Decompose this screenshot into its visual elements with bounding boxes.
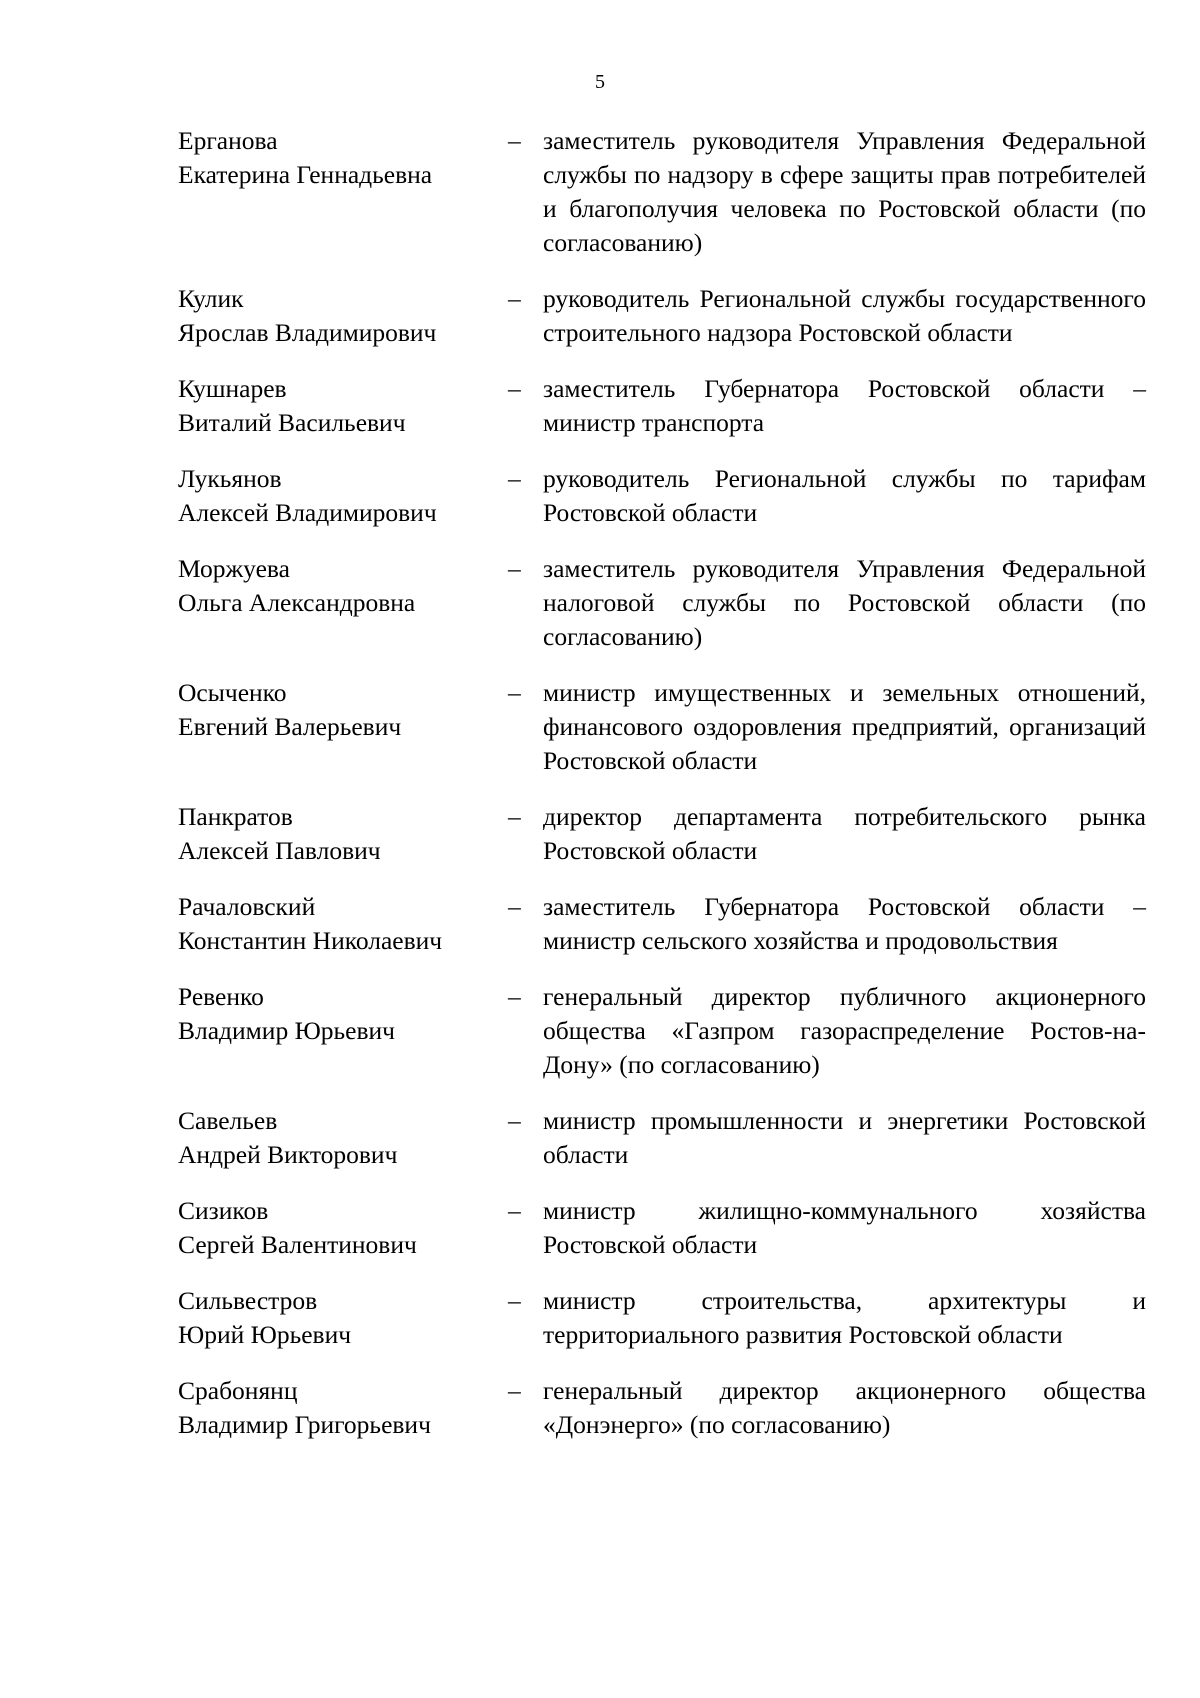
member-surname: Ревенко: [178, 982, 264, 1011]
separator-dash: –: [508, 802, 521, 831]
member-surname: Осыченко: [178, 678, 287, 707]
roster-entry: [178, 462, 1146, 530]
separator-dash: –: [508, 374, 521, 403]
member-given-names: Екатерина Геннадьевна: [178, 160, 433, 189]
member-given-names: Евгений Валерьевич: [178, 712, 402, 741]
separator-dash: –: [508, 892, 521, 921]
member-position: заместитель руководителя Управления Федеральной налоговой службы по Ростовской области (по согласованию): [543, 554, 1146, 651]
member-given-names: Андрей Викторович: [178, 1140, 398, 1169]
member-name: [178, 282, 508, 350]
roster-entry: [178, 890, 1146, 958]
member-name: [178, 552, 508, 620]
separator-dash: –: [508, 126, 521, 155]
member-surname: Рачаловский: [178, 892, 316, 921]
member-surname: Срабонянц: [178, 1376, 298, 1405]
member-given-names: Юрий Юрьевич: [178, 1320, 352, 1349]
member-name: [178, 462, 508, 530]
member-position: министр имущественных и земельных отношений, финансового оздоровления предприятий, организаций Ростовской области: [543, 678, 1146, 775]
member-name: [178, 372, 508, 440]
member-position: руководитель Региональной службы по тарифам Ростовской области: [543, 464, 1146, 527]
roster-entry: [178, 1194, 1146, 1262]
member-surname: Сильвестров: [178, 1286, 318, 1315]
separator-dash: –: [508, 554, 521, 583]
member-position: министр строительства, архитектуры и территориального развития Ростовской области: [543, 1286, 1146, 1349]
member-surname: Ерганова: [178, 126, 278, 155]
separator-dash: –: [508, 678, 521, 707]
member-given-names: Ольга Александровна: [178, 588, 416, 617]
roster-entry: [178, 282, 1146, 350]
roster-entry: [178, 1104, 1146, 1172]
roster-entry: [178, 124, 1146, 260]
roster-entry: [178, 552, 1146, 654]
member-position: генеральный директор публичного акционерного общества «Газпром газораспределение Ростов-на-Дону» (по согласованию): [543, 982, 1146, 1079]
member-given-names: Ярослав Владимирович: [178, 318, 437, 347]
member-position: генеральный директор акционерного общества «Донэнерго» (по согласованию): [543, 1376, 1146, 1439]
member-position: директор департамента потребительского рынка Ростовской области: [543, 802, 1146, 865]
member-position: заместитель Губернатора Ростовской области – министр сельского хозяйства и продовольствия: [543, 892, 1146, 955]
member-surname: Сизиков: [178, 1196, 269, 1225]
member-position: заместитель Губернатора Ростовской области – министр транспорта: [543, 374, 1146, 437]
member-surname: Панкратов: [178, 802, 293, 831]
member-surname: Кушнарев: [178, 374, 287, 403]
member-name: [178, 1374, 508, 1442]
member-position: министр жилищно-коммунального хозяйства Ростовской области: [543, 1196, 1146, 1259]
page-number: 5: [595, 71, 605, 93]
separator-dash: –: [508, 1286, 521, 1315]
member-surname: Лукьянов: [178, 464, 282, 493]
member-name: [178, 124, 508, 192]
member-name: [178, 676, 508, 744]
member-name: [178, 1284, 508, 1352]
member-name: [178, 800, 508, 868]
member-given-names: Владимир Юрьевич: [178, 1016, 395, 1045]
member-given-names: Владимир Григорьевич: [178, 1410, 431, 1439]
member-position: министр промышленности и энергетики Ростовской области: [543, 1106, 1146, 1169]
roster-entry: [178, 1374, 1146, 1442]
separator-dash: –: [508, 284, 521, 313]
member-position: руководитель Региональной службы государственного строительного надзора Ростовской области: [543, 284, 1146, 347]
separator-dash: –: [508, 1196, 521, 1225]
member-name: [178, 890, 508, 958]
member-name: [178, 980, 508, 1048]
member-given-names: Алексей Павлович: [178, 836, 381, 865]
member-surname: Моржуева: [178, 554, 290, 583]
member-position: заместитель руководителя Управления Федеральной службы по надзору в сфере защиты прав потребителей и благополучия человека по Ростовской области (по согласованию): [543, 126, 1146, 257]
member-surname: Кулик: [178, 284, 244, 313]
roster-entry: [178, 980, 1146, 1082]
member-given-names: Сергей Валентинович: [178, 1230, 417, 1259]
member-name: [178, 1104, 508, 1172]
roster-entry: [178, 372, 1146, 440]
member-given-names: Алексей Владимирович: [178, 498, 437, 527]
roster-entry: [178, 676, 1146, 778]
member-surname: Савельев: [178, 1106, 278, 1135]
member-given-names: Виталий Васильевич: [178, 408, 406, 437]
separator-dash: –: [508, 464, 521, 493]
roster-entry: [178, 1284, 1146, 1352]
separator-dash: –: [508, 1106, 521, 1135]
roster-entry: [178, 800, 1146, 868]
member-roster: [178, 124, 1146, 1464]
separator-dash: –: [508, 1376, 521, 1405]
member-name: [178, 1194, 508, 1262]
separator-dash: –: [508, 982, 521, 1011]
member-given-names: Константин Николаевич: [178, 926, 443, 955]
